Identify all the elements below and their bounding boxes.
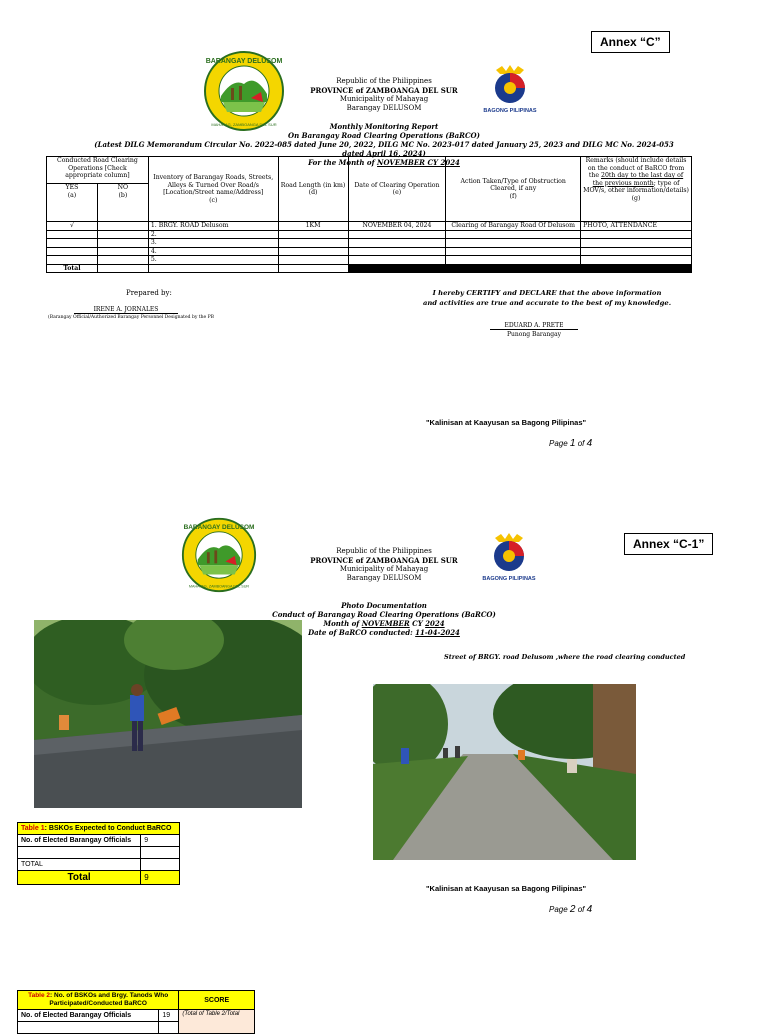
month-prefix: Month of [323,619,360,628]
cell-action: Clearing of Barangay Road Of Delusom [446,222,581,231]
cell-length [278,256,348,265]
bsko-expected-table [17,822,180,885]
th-remarks-period: 20th day to the last day of the previous month [592,172,684,187]
table-row [47,239,692,248]
cell-no [97,239,148,248]
table1-empty-value [141,847,180,859]
cell-yes [47,247,98,256]
slogan: "Kalinisan at Kaayusan sa Bagong Pilipinas" [426,418,587,427]
th-remarks [581,157,692,222]
cell-yes [47,256,98,265]
total-row [18,871,180,885]
photo-doc-subtitle: Conduct of Barangay Road Clearing Operations (BaRCO) [272,610,496,619]
cell-remarks: PHOTO, ATTENDANCE [581,222,692,231]
th-length-text: Road Length (in km) [280,181,346,189]
table-row [47,230,692,239]
annex-label: Annex “C” [591,31,670,53]
cell-action [446,239,581,248]
bagong-pilipinas-logo [480,64,540,116]
page-total: 4 [586,904,593,915]
th-date-text: Date of Clearing Operation [354,181,440,189]
barangay-seal-logo [203,50,285,132]
th-inventory-sub: (c) [209,196,218,204]
table1-prefix: Table 1 [21,825,45,832]
monitoring-table [46,156,692,273]
table1-total-value: 9 [141,871,180,885]
date-value: 11-04-2024 [415,628,460,637]
preparer-name: IRENE A. JORNALES [74,306,178,314]
page-current: 2 [569,904,576,915]
cell-date [348,239,446,248]
cell-no [97,256,148,265]
cell-action [446,230,581,239]
header-municipality: Municipality of Mahayag [339,95,429,103]
cell-action [446,256,581,265]
th-yes-text: YES [65,184,79,191]
table2-title-text: : No. of BSKOs and Brgy. Tanods Who Participated/Conducted BaRCO [49,992,169,1007]
captain-name: EDUARD A. PRETE [490,322,578,330]
table1-title-text: : BSKOs Expected to Conduct BaRCO [44,825,172,832]
table2-row-value: 19 [159,1010,179,1022]
table2-row-label: No. of Elected Barangay Officials [18,1010,159,1022]
date-prefix: Date of BaRCO conducted: [308,628,413,637]
cell-remarks [581,247,692,256]
cy-label: CY [412,619,423,628]
cell-remarks [581,239,692,248]
th-remarks-sub: (g) [631,194,641,202]
total-label: Total [47,264,98,273]
th-length [278,157,348,222]
table2-score-header: SCORE [179,991,255,1010]
header-province: PROVINCE of ZAMBOANGA DEL SUR [310,556,458,565]
seal-subtext: MAHAYAG, ZAMBOANGA DEL SUR [188,584,250,589]
cell-road: 2. [148,230,278,239]
prepared-by-label: Prepared by: [126,289,172,297]
page-of: of [577,439,585,448]
preparer-title: (Barangay Official/Authorized Barangay Personnel Designated by the PB [48,315,214,320]
table-row [18,859,180,871]
cell-yes [47,230,98,239]
captain-title: Punong Barangay [506,331,562,338]
header-barangay: Barangay DELUSOM [346,104,422,112]
cell-yes: √ [47,222,98,231]
total-no [97,264,148,273]
cell-date: NOVEMBER 04, 2024 [348,222,446,231]
table-row [47,256,692,265]
cell-no [97,247,148,256]
th-no [97,184,148,222]
cell-remarks [581,256,692,265]
photo-doc-title: Photo Documentation [341,601,427,610]
th-action-sub: (f) [509,192,517,200]
page-word: Page [549,439,568,448]
cell-no [97,230,148,239]
cell-remarks [581,230,692,239]
th-inventory [148,157,278,222]
table2-prefix: Table 2 [28,992,51,999]
page-number [549,438,592,449]
cell-date [348,256,446,265]
report-title: Monthly Monitoring Report [329,122,439,131]
month-value: NOVEMBER [361,619,410,628]
table1-total-small-label: TOTAL [18,859,141,871]
seal-text: BARANGAY DELUSOM [183,524,255,532]
report-subtitle: On Barangay Road Clearing Operations (BaRCO) [288,131,480,140]
cell-road: 5. [148,256,278,265]
bp-logo-text: BAGONG PILIPINAS [482,576,536,582]
table-row [47,247,692,256]
table2-score-note: (Total of Table 2/Total [179,1010,255,1034]
report-circulars: (Latest DILG Memorandum Circular No. 2022-085 dated June 20, 2022, DILG MC No. 2023-017 dated January 25, 2023 and DILG MC No. 2024-053 dated April 16, 2024) [94,140,674,158]
bagong-pilipinas-logo [479,532,539,584]
total-length [278,264,348,273]
year-value: 2024 [425,619,445,628]
letterhead [284,547,484,583]
page-word: Page [549,905,568,914]
page-number [549,904,592,915]
th-inventory-text: Inventory of Barangay Roads, Streets, Alleys & Turned Over Road/s [Location/Street name/Address] [153,174,274,196]
page-of: of [577,905,585,914]
table1-title [18,823,180,835]
certify-line2: and activities are true and accurate to the best of my knowledge. [422,299,672,307]
cell-date [348,230,446,239]
th-remarks-b: ; type of MOV/s, other information/details) [583,179,689,194]
th-yes-sub: (a) [67,191,77,199]
total-row [47,264,692,273]
cell-length [278,247,348,256]
header-barangay: Barangay DELUSOM [346,574,422,582]
header-municipality: Municipality of Mahayag [339,565,429,573]
table2-empty-label [18,1022,159,1034]
th-conducted: Conducted Road Clearing Operations [Check appropriate column] [47,157,149,184]
bsko-participated-table [17,990,255,1034]
cell-yes [47,239,98,248]
cell-road: 4. [148,247,278,256]
cell-length [278,230,348,239]
cell-length: 1KM [278,222,348,231]
month-value: NOVEMBER CY 2024 [377,158,460,167]
header-province: PROVINCE of ZAMBOANGA DEL SUR [310,86,458,95]
th-length-sub: (d) [308,189,318,196]
total-blackout [348,264,692,273]
barco-photo-2 [373,684,636,860]
table-row [47,222,692,231]
seal-subtext: MAHAYAG, ZAMBOANGA DEL SUR [211,122,277,127]
bp-logo-text: BAGONG PILIPINAS [483,108,537,114]
header-republic: Republic of the Philippines [336,547,432,555]
seal-text: BARANGAY DELUSOM [205,58,283,65]
table2-empty-value [159,1022,179,1034]
certification [412,288,682,308]
table-row [18,1010,255,1022]
th-date [348,157,446,222]
table1-total-small-value [141,859,180,871]
total-road [148,264,278,273]
th-yes [47,184,98,222]
cell-road: 3. [148,239,278,248]
annex-label: Annex “C-1” [624,533,713,555]
th-action [446,157,581,222]
table-row [18,835,180,847]
th-no-sub: (b) [118,191,128,199]
table1-empty-label [18,847,141,859]
photo-caption: Street of BRGY. road Delusom ,where the road clearing conducted [444,653,686,661]
table1-total-label: Total [18,871,141,885]
cell-road: 1. BRGY. ROAD Delusom [148,222,278,231]
th-action-text: Action Taken/Type of Obstruction Cleared, if any [460,177,566,193]
th-date-sub: (e) [392,189,402,196]
month-prefix: For the Month of [308,158,375,167]
table1-row-value: 9 [141,835,180,847]
cell-no [97,222,148,231]
certify-line1: I hereby CERTIFY and DECLARE that the above information [432,289,662,297]
slogan: "Kalinisan at Kaayusan sa Bagong Pilipinas" [426,884,587,893]
th-no-text: NO [117,184,129,191]
letterhead [284,77,484,113]
page-current: 1 [569,438,576,449]
cell-action [446,247,581,256]
header-republic: Republic of the Philippines [336,77,432,85]
table1-row-label: No. of Elected Barangay Officials [18,835,141,847]
cell-date [348,247,446,256]
cell-length [278,239,348,248]
barco-photo-1 [34,620,302,808]
table-row [18,847,180,859]
th-remarks-a: Remarks (should include details on the conduct of BaRCO from the [585,157,687,179]
table2-title [18,991,179,1010]
barangay-seal-logo [181,517,257,593]
page-total: 4 [586,438,593,449]
